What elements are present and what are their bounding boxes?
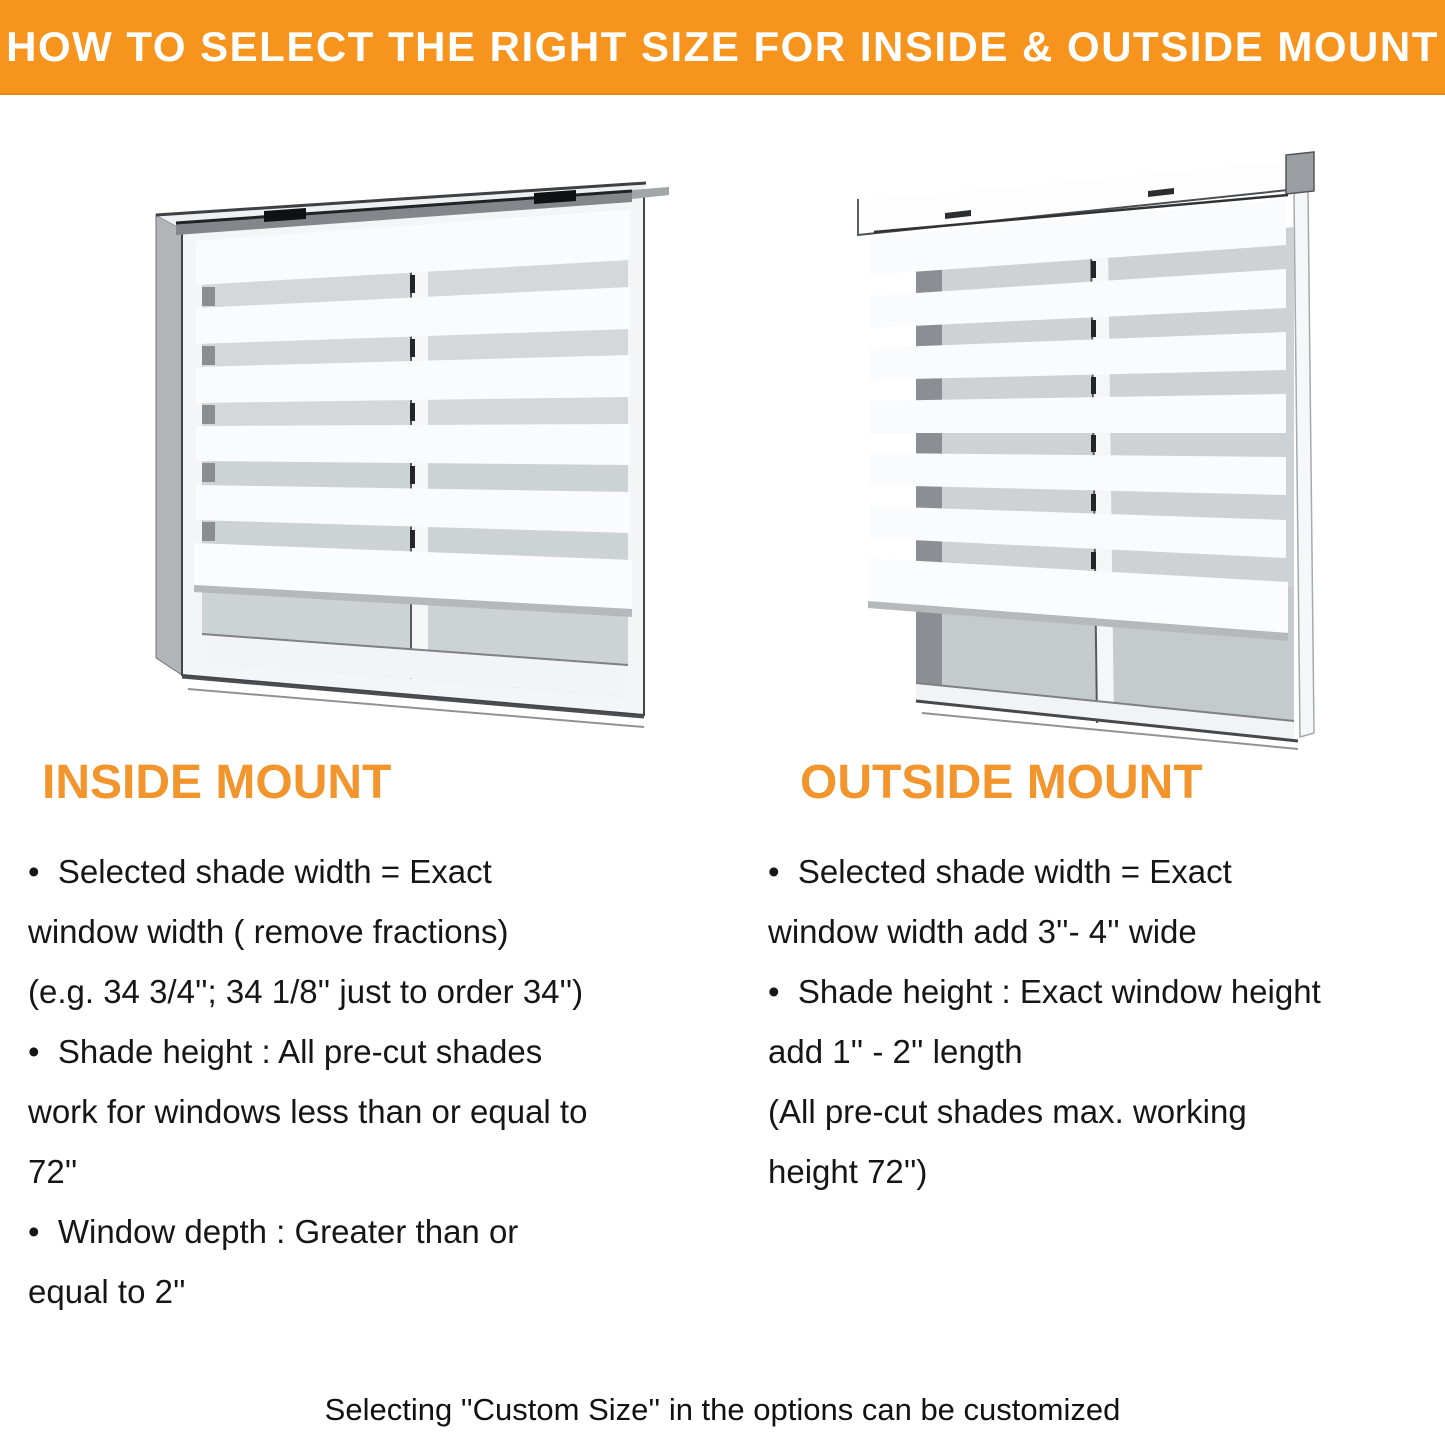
inside-mount-heading: INSIDE MOUNT xyxy=(42,756,392,809)
outside-mount-heading: OUTSIDE MOUNT xyxy=(800,756,1203,809)
spec-line: (e.g. 34 3/4''; 34 1/8'' just to order 34'') xyxy=(28,973,584,1010)
spec-line: • Selected shade width = Exact xyxy=(768,853,1232,890)
spec-line: 72'' xyxy=(28,1153,78,1190)
content-columns xyxy=(0,745,1445,1322)
inside-mount-window-icon xyxy=(122,153,672,743)
spec-line: window width ( remove fractions) xyxy=(28,913,509,950)
spec-line: • Shade height : All pre-cut shades xyxy=(28,1033,543,1070)
inside-mount-specs xyxy=(0,842,722,1322)
spec-line: (All pre-cut shades max. working xyxy=(768,1093,1247,1130)
spec-line: • Window depth : Greater than or xyxy=(28,1213,519,1250)
footnote xyxy=(0,1390,1445,1432)
spec-line: add 1'' - 2'' length xyxy=(768,1033,1023,1070)
spec-line: equal to 2'' xyxy=(28,1273,186,1310)
outside-mount-section xyxy=(722,745,1445,1322)
outside-mount-specs xyxy=(722,842,1445,1202)
outside-mount-illustration xyxy=(850,141,1330,761)
spec-line: • Shade height : Exact window height xyxy=(768,973,1321,1010)
spec-line: height 72'') xyxy=(768,1153,928,1190)
footnote-text: Selecting ''Custom Size'' in the options can be customized xyxy=(324,1392,1121,1427)
spec-line: work for windows less than or equal to xyxy=(28,1093,588,1130)
outside-mount-window-icon xyxy=(850,141,1330,761)
figures-row xyxy=(0,95,1445,745)
banner xyxy=(0,0,1445,95)
inside-mount-section xyxy=(0,745,722,1322)
inside-mount-illustration xyxy=(122,153,672,743)
spec-line: window width add 3''- 4'' wide xyxy=(768,913,1197,950)
spec-line: • Selected shade width = Exact xyxy=(28,853,492,890)
banner-title: HOW TO SELECT THE RIGHT SIZE FOR INSIDE & OUTSIDE MOUNT xyxy=(6,22,1439,70)
